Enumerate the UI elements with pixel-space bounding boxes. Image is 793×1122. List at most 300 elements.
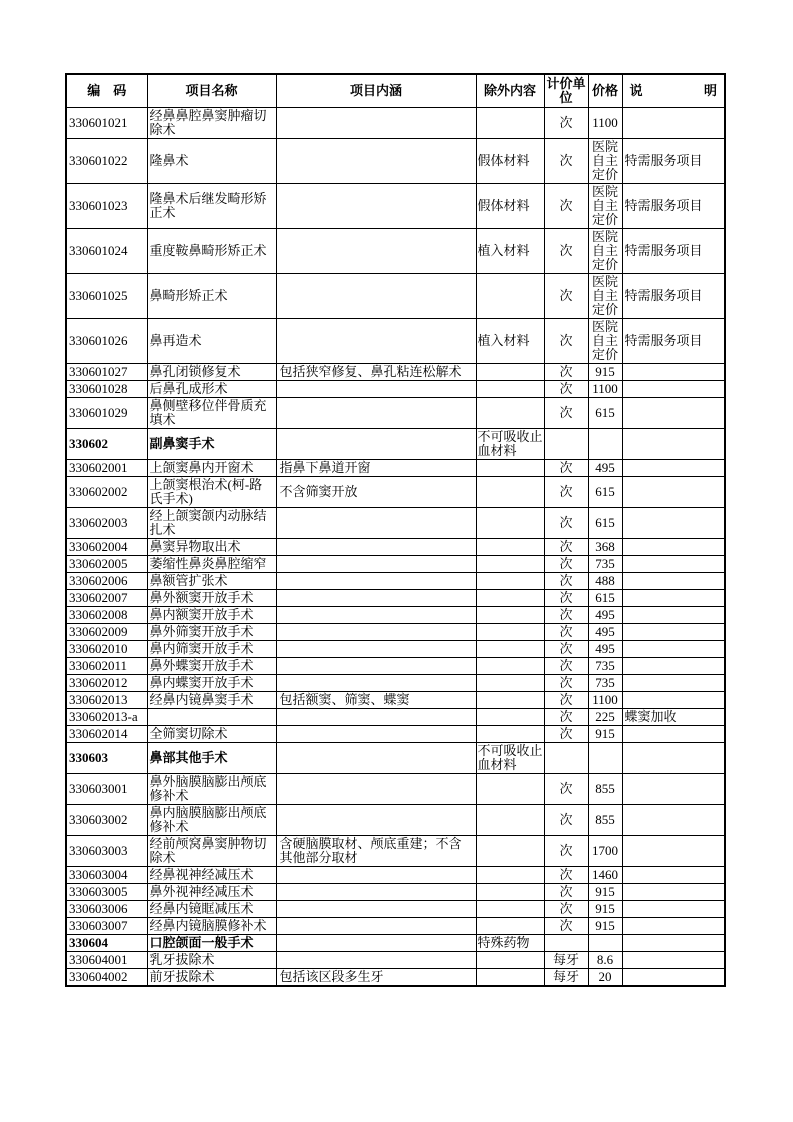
cell-content: [276, 918, 476, 935]
cell-note: [622, 675, 725, 692]
cell-code: 330602: [66, 429, 147, 460]
table-row: [66, 429, 725, 460]
cell-content: [276, 508, 476, 539]
cell-exclusion: [476, 952, 544, 969]
cell-name: 鼻外额窦开放手术: [147, 590, 276, 607]
table-row: [66, 477, 725, 508]
cell-unit: 次: [544, 108, 588, 139]
table-row: [66, 675, 725, 692]
table-row: [66, 274, 725, 319]
cell-exclusion: [476, 573, 544, 590]
table-row: [66, 508, 725, 539]
cell-unit: 每牙: [544, 969, 588, 987]
cell-unit: 次: [544, 460, 588, 477]
cell-content: [276, 774, 476, 805]
cell-exclusion: 不可吸收止血材料: [477, 743, 543, 772]
cell-exclusion: [476, 398, 544, 429]
cell-price: 医院自主定价: [588, 319, 622, 364]
col-header-note: [622, 74, 725, 108]
cell-exclusion: 不可吸收止血材料: [477, 429, 543, 458]
cell-content: [276, 709, 476, 726]
cell-name: 鼻部其他手术: [147, 743, 276, 774]
cell-code: 330602010: [66, 641, 147, 658]
cell-price: 1100: [588, 381, 622, 398]
cell-price: 医院自主定价: [588, 274, 622, 319]
cell-code: 330602004: [66, 539, 147, 556]
table-row: [66, 726, 725, 743]
cell-note: [622, 590, 725, 607]
cell-content: [276, 319, 476, 364]
cell-unit: 次: [544, 641, 588, 658]
cell-exclusion: [476, 675, 544, 692]
cell-code: 330603006: [66, 901, 147, 918]
cell-exclusion: [476, 658, 544, 675]
cell-code: 330603: [66, 743, 147, 774]
cell-exclusion: 假体材料: [476, 139, 544, 184]
cell-name: 上颌窦鼻内开窗术: [147, 460, 276, 477]
cell-price: 495: [588, 641, 622, 658]
table-row: [66, 658, 725, 675]
cell-content: 不含筛窦开放: [276, 477, 476, 508]
cell-content: [276, 867, 476, 884]
cell-name: [147, 709, 276, 726]
col-header-unit: 计价单位: [544, 74, 588, 108]
table-row: [66, 319, 725, 364]
cell-content: [276, 573, 476, 590]
cell-price: 915: [588, 918, 622, 935]
cell-price: 1100: [588, 692, 622, 709]
cell-exclusion: [476, 774, 544, 805]
table-row: [66, 709, 725, 726]
cell-exclusion: [476, 108, 544, 139]
cell-name: 鼻内额窦开放手术: [147, 607, 276, 624]
cell-code: 330603003: [66, 836, 147, 867]
cell-price: 医院自主定价: [588, 229, 622, 274]
cell-content: [276, 539, 476, 556]
cell-content: [276, 901, 476, 918]
cell-content: [276, 607, 476, 624]
cell-price: 915: [588, 726, 622, 743]
cell-code: 330602013: [66, 692, 147, 709]
cell-exclusion: [476, 969, 544, 987]
cell-note: [622, 607, 725, 624]
cell-note: [622, 381, 725, 398]
cell-price: 1700: [588, 836, 622, 867]
cell-content: [276, 935, 476, 952]
cell-code: 330604002: [66, 969, 147, 987]
cell-content: [276, 274, 476, 319]
col-header-code: 编 码: [66, 74, 147, 108]
cell-code: 330602014: [66, 726, 147, 743]
cell-note: [622, 743, 725, 774]
cell-exclusion: [476, 641, 544, 658]
cell-unit: 次: [544, 319, 588, 364]
cell-code: 330602012: [66, 675, 147, 692]
cell-code: 330602013-a: [66, 709, 147, 726]
table-row: [66, 692, 725, 709]
table-row: [66, 364, 725, 381]
col-header-exclusion: 除外内容: [476, 74, 544, 108]
table-row: [66, 460, 725, 477]
cell-code: 330601029: [66, 398, 147, 429]
cell-unit: [544, 429, 588, 460]
cell-exclusion: [476, 918, 544, 935]
cell-exclusion: [476, 607, 544, 624]
cell-code: 330602011: [66, 658, 147, 675]
cell-note: [622, 884, 725, 901]
cell-unit: 次: [544, 918, 588, 935]
cell-note: [622, 624, 725, 641]
cell-price: 855: [588, 774, 622, 805]
cell-note: [622, 952, 725, 969]
table-row: [66, 884, 725, 901]
table-row: [66, 624, 725, 641]
cell-name: 经鼻内镜脑膜修补术: [147, 918, 276, 935]
cell-content: [276, 743, 476, 774]
cell-note: 特需服务项目: [622, 229, 725, 274]
col-header-content: 项目内涵: [276, 74, 476, 108]
cell-code: 330601028: [66, 381, 147, 398]
cell-code: 330602009: [66, 624, 147, 641]
cell-name: 鼻外视神经减压术: [147, 884, 276, 901]
cell-unit: 次: [544, 901, 588, 918]
cell-content: 含硬脑膜取材、颅底重建；不含其他部分取材: [276, 836, 476, 867]
table-row: [66, 139, 725, 184]
cell-name: 鼻外筛窦开放手术: [147, 624, 276, 641]
cell-exclusion: [476, 624, 544, 641]
cell-unit: 次: [544, 184, 588, 229]
cell-note: [622, 573, 725, 590]
cell-price: 8.6: [588, 952, 622, 969]
price-table: [65, 73, 726, 987]
cell-price: 495: [588, 607, 622, 624]
table-row: [66, 774, 725, 805]
table-row: [66, 590, 725, 607]
cell-note: [622, 429, 725, 460]
cell-name: 隆鼻术: [147, 139, 276, 184]
cell-content: [276, 726, 476, 743]
cell-code: 330601021: [66, 108, 147, 139]
table-row: [66, 952, 725, 969]
cell-note: [622, 726, 725, 743]
cell-unit: 次: [544, 709, 588, 726]
table-row: [66, 556, 725, 573]
cell-unit: 次: [544, 658, 588, 675]
cell-code: 330603004: [66, 867, 147, 884]
cell-exclusion: [476, 709, 544, 726]
cell-name: 前牙拔除术: [147, 969, 276, 987]
cell-name: 经鼻内镜鼻窦手术: [147, 692, 276, 709]
cell-unit: 次: [544, 508, 588, 539]
cell-note: 特需服务项目: [622, 319, 725, 364]
cell-name: 经鼻视神经减压术: [147, 867, 276, 884]
cell-content: [276, 398, 476, 429]
cell-note: [622, 969, 725, 987]
cell-name: 鼻内筛窦开放手术: [147, 641, 276, 658]
cell-name: 鼻额管扩张术: [147, 573, 276, 590]
cell-unit: 次: [544, 774, 588, 805]
cell-name: 口腔颌面一般手术: [147, 935, 276, 952]
cell-name: 副鼻窦手术: [147, 429, 276, 460]
table-row: [66, 573, 725, 590]
cell-name: 全筛窦切除术: [147, 726, 276, 743]
cell-content: [276, 184, 476, 229]
cell-note: [622, 539, 725, 556]
cell-note: [622, 918, 725, 935]
cell-content: [276, 884, 476, 901]
cell-name: 隆鼻术后继发畸形矫正术: [147, 184, 276, 229]
cell-note: [622, 641, 725, 658]
col-header-note-left: 说: [629, 83, 643, 98]
cell-code: 330602001: [66, 460, 147, 477]
cell-code: 330601027: [66, 364, 147, 381]
cell-exclusion: [476, 539, 544, 556]
cell-content: [276, 805, 476, 836]
cell-content: 包括额窦、筛窦、蝶窦: [276, 692, 476, 709]
cell-name: 重度鞍鼻畸形矫正术: [147, 229, 276, 274]
cell-unit: 次: [544, 884, 588, 901]
cell-exclusion: [476, 381, 544, 398]
cell-content: [276, 624, 476, 641]
col-header-note-right: 明: [703, 83, 717, 98]
cell-exclusion: 植入材料: [476, 229, 544, 274]
cell-content: [276, 590, 476, 607]
cell-name: 鼻侧壁移位伴骨质充填术: [147, 398, 276, 429]
cell-note: [622, 935, 725, 952]
cell-code: 330601024: [66, 229, 147, 274]
cell-exclusion: 假体材料: [476, 184, 544, 229]
cell-price: 495: [588, 624, 622, 641]
cell-name: 经鼻鼻腔鼻窦肿瘤切除术: [147, 108, 276, 139]
cell-note: [622, 805, 725, 836]
cell-code: 330603007: [66, 918, 147, 935]
cell-exclusion: [476, 867, 544, 884]
cell-exclusion: [476, 364, 544, 381]
cell-name: 鼻畸形矫正术: [147, 274, 276, 319]
cell-unit: 次: [544, 573, 588, 590]
cell-name: 经鼻内镜眶减压术: [147, 901, 276, 918]
cell-unit: 次: [544, 726, 588, 743]
cell-price: [588, 935, 622, 952]
cell-note: [622, 460, 725, 477]
cell-content: [276, 381, 476, 398]
cell-price: 615: [588, 477, 622, 508]
cell-code: 330604: [66, 935, 147, 952]
cell-price: [588, 743, 622, 774]
cell-code: 330602008: [66, 607, 147, 624]
cell-name: 鼻内脑膜脑膨出颅底修补术: [147, 805, 276, 836]
cell-note: 特需服务项目: [622, 184, 725, 229]
cell-content: [276, 108, 476, 139]
cell-code: 330602005: [66, 556, 147, 573]
table-row: [66, 108, 725, 139]
table-header-row: [66, 74, 725, 108]
cell-price: 915: [588, 901, 622, 918]
cell-name: 鼻外脑膜脑膨出颅底修补术: [147, 774, 276, 805]
cell-price: 615: [588, 508, 622, 539]
cell-price: [588, 429, 622, 460]
cell-exclusion: [476, 884, 544, 901]
table-row: [66, 805, 725, 836]
cell-exclusion: [476, 274, 544, 319]
cell-code: 330601023: [66, 184, 147, 229]
cell-price: 医院自主定价: [588, 184, 622, 229]
cell-unit: [544, 935, 588, 952]
table-row: [66, 398, 725, 429]
cell-code: 330601026: [66, 319, 147, 364]
cell-unit: 次: [544, 556, 588, 573]
cell-unit: 次: [544, 398, 588, 429]
cell-content: [276, 641, 476, 658]
table-row: [66, 539, 725, 556]
col-header-name: 项目名称: [147, 74, 276, 108]
cell-unit: 次: [544, 381, 588, 398]
cell-price: 1460: [588, 867, 622, 884]
cell-content: 包括狭窄修复、鼻孔粘连松解术: [276, 364, 476, 381]
cell-price: 735: [588, 556, 622, 573]
cell-price: 855: [588, 805, 622, 836]
cell-price: 615: [588, 590, 622, 607]
cell-note: 蝶窦加收: [622, 709, 725, 726]
cell-code: 330601025: [66, 274, 147, 319]
cell-price: 915: [588, 364, 622, 381]
cell-note: [622, 108, 725, 139]
cell-note: [622, 658, 725, 675]
cell-code: 330602007: [66, 590, 147, 607]
cell-price: 495: [588, 460, 622, 477]
cell-price: 488: [588, 573, 622, 590]
cell-name: 萎缩性鼻炎鼻腔缩窄: [147, 556, 276, 573]
cell-name: 鼻外蝶窦开放手术: [147, 658, 276, 675]
cell-exclusion: [476, 726, 544, 743]
cell-price: 225: [588, 709, 622, 726]
cell-unit: 次: [544, 139, 588, 184]
table-row: [66, 184, 725, 229]
cell-content: [276, 658, 476, 675]
cell-exclusion: [476, 836, 544, 867]
cell-code: 330603005: [66, 884, 147, 901]
cell-unit: 次: [544, 477, 588, 508]
cell-note: [622, 364, 725, 381]
cell-unit: 每牙: [544, 952, 588, 969]
cell-name: 乳牙拔除术: [147, 952, 276, 969]
cell-note: [622, 692, 725, 709]
cell-unit: 次: [544, 675, 588, 692]
cell-exclusion: [476, 477, 544, 508]
cell-content: [276, 229, 476, 274]
cell-content: [276, 139, 476, 184]
cell-exclusion: [476, 590, 544, 607]
cell-exclusion: [476, 556, 544, 573]
cell-note: [622, 867, 725, 884]
cell-exclusion: [476, 508, 544, 539]
table-row: [66, 935, 725, 952]
cell-unit: 次: [544, 805, 588, 836]
cell-note: [622, 508, 725, 539]
cell-name: 后鼻孔成形术: [147, 381, 276, 398]
cell-code: 330602003: [66, 508, 147, 539]
cell-exclusion: [476, 901, 544, 918]
cell-unit: 次: [544, 624, 588, 641]
cell-price: 735: [588, 675, 622, 692]
cell-exclusion: [476, 692, 544, 709]
cell-price: 1100: [588, 108, 622, 139]
cell-unit: 次: [544, 607, 588, 624]
cell-code: 330603001: [66, 774, 147, 805]
cell-price: 735: [588, 658, 622, 675]
cell-note: 特需服务项目: [622, 274, 725, 319]
cell-name: 鼻窦异物取出术: [147, 539, 276, 556]
cell-note: [622, 774, 725, 805]
table-row: [66, 836, 725, 867]
cell-note: [622, 477, 725, 508]
cell-exclusion: 植入材料: [476, 319, 544, 364]
cell-price: 20: [588, 969, 622, 987]
col-header-price: 价格: [588, 74, 622, 108]
cell-content: 包括该区段多生牙: [276, 969, 476, 987]
cell-exclusion: [476, 805, 544, 836]
cell-unit: 次: [544, 692, 588, 709]
cell-name: 经前颅窝鼻窦肿物切除术: [147, 836, 276, 867]
cell-content: [276, 556, 476, 573]
cell-content: [276, 429, 476, 460]
table-row: [66, 381, 725, 398]
cell-code: 330604001: [66, 952, 147, 969]
cell-unit: 次: [544, 539, 588, 556]
cell-code: 330602006: [66, 573, 147, 590]
cell-price: 368: [588, 539, 622, 556]
cell-unit: 次: [544, 229, 588, 274]
cell-content: [276, 952, 476, 969]
price-table-body: [66, 108, 725, 987]
table-row: [66, 867, 725, 884]
cell-name: 经上颌窦颌内动脉结扎术: [147, 508, 276, 539]
cell-unit: 次: [544, 867, 588, 884]
cell-note: [622, 556, 725, 573]
table-row: [66, 229, 725, 274]
table-row: [66, 743, 725, 774]
cell-price: 915: [588, 884, 622, 901]
cell-name: 鼻内蝶窦开放手术: [147, 675, 276, 692]
cell-exclusion: 特殊药物: [476, 935, 544, 952]
cell-note: 特需服务项目: [622, 139, 725, 184]
cell-unit: 次: [544, 274, 588, 319]
table-row: [66, 607, 725, 624]
table-row: [66, 918, 725, 935]
cell-exclusion: [476, 460, 544, 477]
table-row: [66, 901, 725, 918]
table-row: [66, 641, 725, 658]
cell-code: 330603002: [66, 805, 147, 836]
cell-price: 615: [588, 398, 622, 429]
cell-name: 鼻孔闭锁修复术: [147, 364, 276, 381]
cell-content: 指鼻下鼻道开窗: [276, 460, 476, 477]
cell-unit: 次: [544, 836, 588, 867]
cell-code: 330601022: [66, 139, 147, 184]
cell-code: 330602002: [66, 477, 147, 508]
cell-note: [622, 901, 725, 918]
cell-unit: 次: [544, 364, 588, 381]
cell-unit: [544, 743, 588, 774]
table-row: [66, 969, 725, 987]
cell-unit: 次: [544, 590, 588, 607]
cell-name: 上颌窦根治术(柯-路氏手术): [147, 477, 276, 508]
cell-note: [622, 398, 725, 429]
cell-content: [276, 675, 476, 692]
cell-note: [622, 836, 725, 867]
cell-name: 鼻再造术: [147, 319, 276, 364]
cell-price: 医院自主定价: [588, 139, 622, 184]
